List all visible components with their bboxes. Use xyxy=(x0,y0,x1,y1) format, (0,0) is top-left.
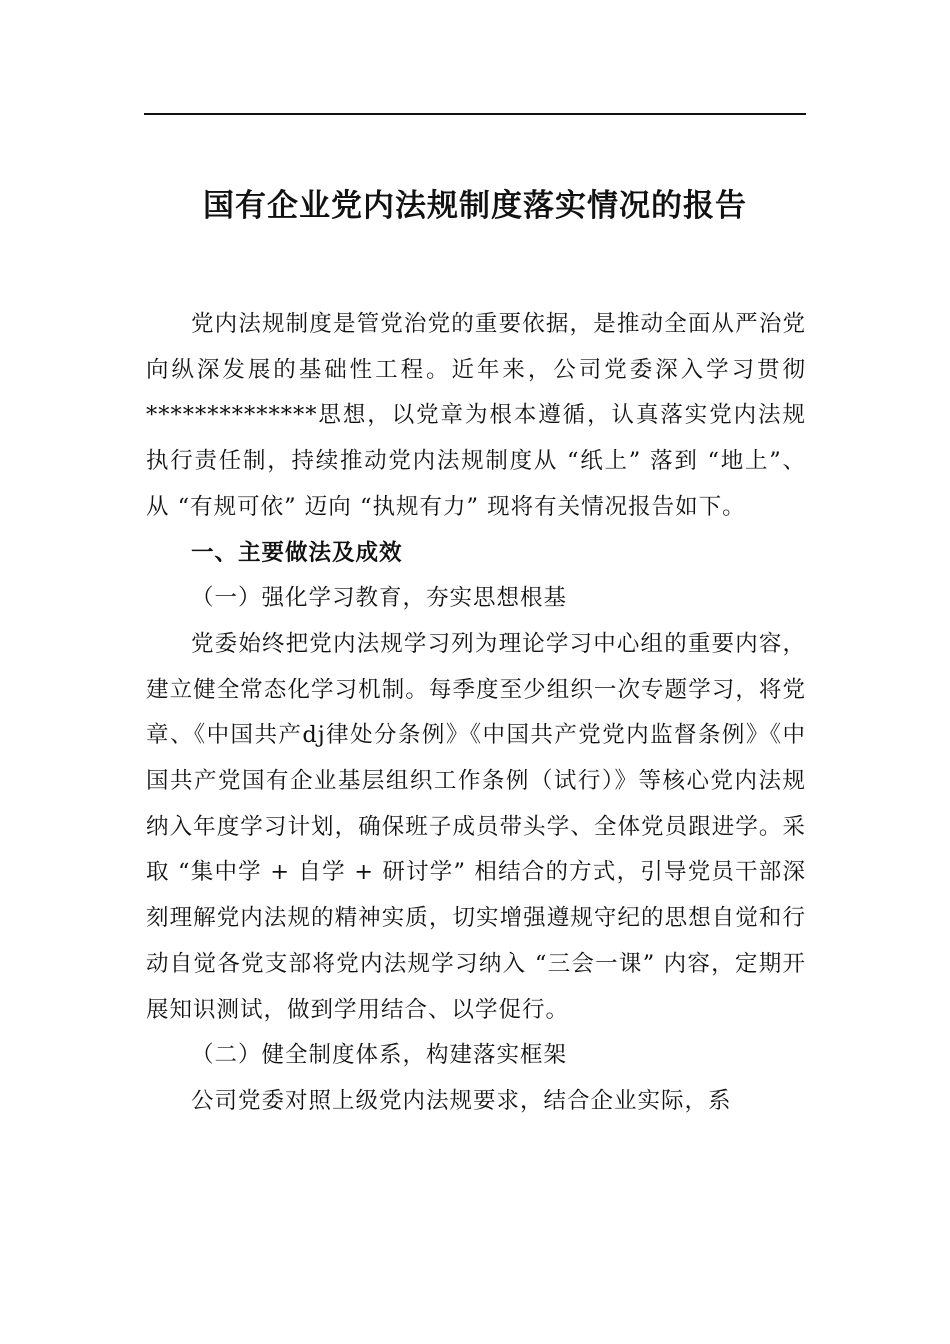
header-rule xyxy=(144,113,806,115)
document-title: 国有企业党内法规制度落实情况的报告 xyxy=(203,188,747,224)
section-heading-1: 一、主要做法及成效 xyxy=(191,539,403,566)
subsection-heading-2: （二）健全制度体系，构建落实框架 xyxy=(191,1042,568,1069)
subsection-heading-1: （一）强化学习教育，夯实思想根基 xyxy=(191,585,568,612)
document-body xyxy=(146,302,806,1125)
subsection-paragraph-2: 公司党委对照上级党内法规要求，结合企业实际，系 xyxy=(191,1087,732,1114)
intro-paragraph: 党内法规制度是管党治党的重要依据，是推动全面从严治党向纵深发展的基础性工程。近年来，公司党委深入学习贯彻**************思想，以党章为根本遵循，认真落实党内法规执行责任制，持续推动党内法规制度从 “纸上” 落到 “地上”、从 “有规可依” 迈向 “执规有力” 现将有关情况报告如下。 xyxy=(146,311,806,520)
subsection-paragraph-1: 党委始终把党内法规学习列为理论学习中心组的重要内容，建立健全常态化学习机制。每季度至少组织一次专题学习，将党章、《中国共产dj律处分条例》《中国共产党党内监督条例》《中国共产党国有企业基层组织工作条例（试行）》等核心党内法规纳入年度学习计划，确保班子成员带头学、全体党员跟进学。采取 “集中学 + 自学 + 研讨学” 相结合的方式，引导党员干部深刻理解党内法规的精神实质，切实增强遵规守纪的思想自觉和行动自觉各党支部将党内法规学习纳入 “三会一课” 内容，定期开展知识测试，做到学用结合、以学促行。 xyxy=(146,630,806,1023)
